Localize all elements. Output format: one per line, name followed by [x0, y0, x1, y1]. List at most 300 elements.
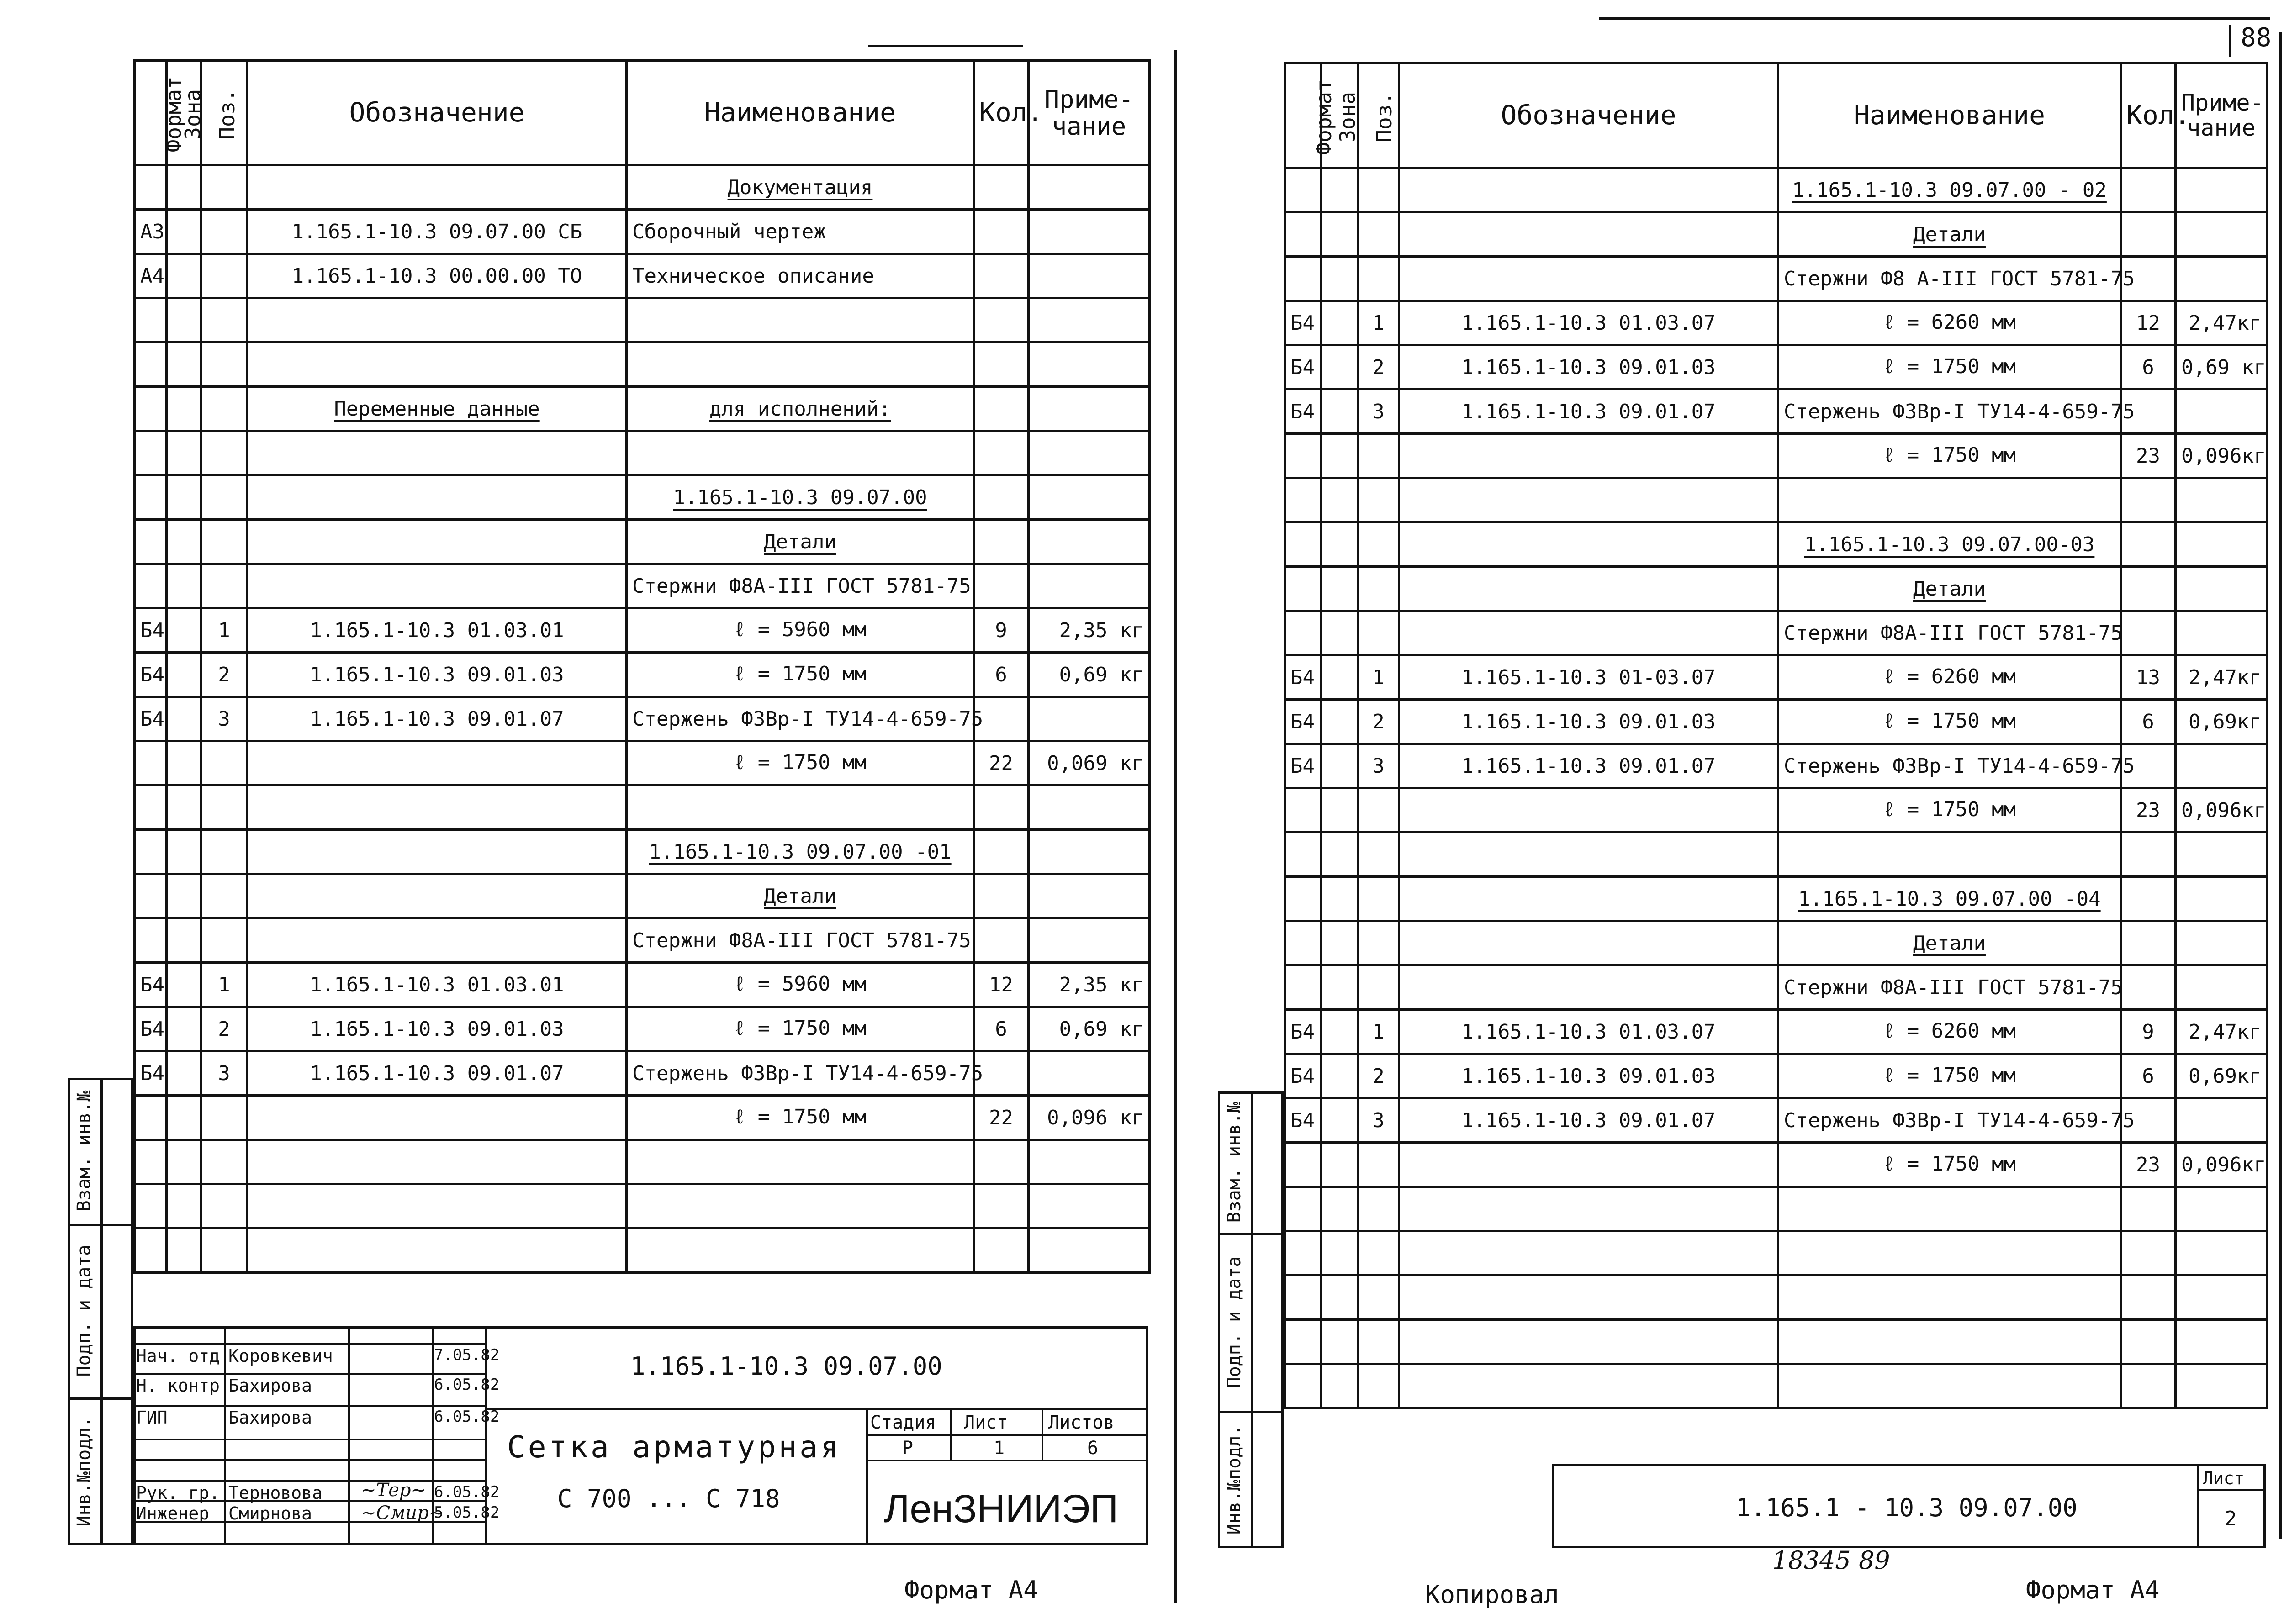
cell-name: Стержень Ф3Вр-I ТУ14-4-659-75	[627, 697, 974, 741]
cell-qty: 6	[974, 1007, 1029, 1051]
sheet-value: 1	[994, 1438, 1005, 1459]
cell-qty	[2121, 168, 2176, 212]
header-note: Приме- чание	[2176, 63, 2267, 168]
table-row	[1285, 965, 2267, 1010]
cell-format	[1285, 1364, 1322, 1408]
cell-note	[2176, 1276, 2267, 1320]
cell-qty: 22	[974, 1096, 1029, 1140]
cell-note	[2176, 522, 2267, 567]
cell-note	[1029, 830, 1150, 874]
cell-format: А3	[135, 210, 167, 254]
cell-name	[627, 1140, 974, 1184]
cell-format	[1285, 168, 1322, 212]
cell-zone	[167, 343, 201, 387]
cell-note: 0,096 кг	[1029, 1096, 1150, 1140]
cell-qty	[974, 1229, 1029, 1273]
cell-pos	[1358, 788, 1399, 833]
cell-designation	[248, 1184, 627, 1229]
table-row	[135, 741, 1150, 786]
cell-designation	[1399, 1276, 1778, 1320]
cell-qty	[974, 210, 1029, 254]
cell-format	[1285, 1320, 1322, 1364]
cell-designation: 1.165.1-10.3 01.03.01	[248, 963, 627, 1007]
cell-format: Б4	[135, 1051, 167, 1096]
table-row	[1285, 921, 2267, 965]
cell-designation: Переменные данные	[248, 387, 627, 431]
cell-zone	[1322, 655, 1358, 700]
cell-qty: 9	[2121, 1010, 2176, 1054]
cell-format	[135, 830, 167, 874]
table-row	[135, 1184, 1150, 1229]
sheets-value: 6	[1087, 1438, 1099, 1459]
cell-note	[1029, 697, 1150, 741]
cell-designation: 1.165.1-10.3 01.03.07	[1399, 1010, 1778, 1054]
table-header	[1285, 63, 2267, 168]
cell-zone	[1322, 168, 1358, 212]
cell-format: Б4	[135, 608, 167, 653]
cell-qty	[2121, 611, 2176, 655]
header-name: Наименование	[1778, 63, 2121, 168]
cell-name: Детали	[1778, 567, 2121, 611]
signature-smirnova: ~Смир~	[361, 1503, 444, 1524]
cell-note	[1029, 520, 1150, 564]
cell-pos	[1358, 1143, 1399, 1187]
cell-zone	[167, 210, 201, 254]
cell-qty	[974, 830, 1029, 874]
cell-note	[2176, 1364, 2267, 1408]
table-row	[135, 918, 1150, 963]
cell-pos	[1358, 1187, 1399, 1231]
cell-note	[1029, 564, 1150, 608]
cell-designation: 1.165.1-10.3 09.01.03	[1399, 345, 1778, 390]
cell-qty	[2121, 1276, 2176, 1320]
cell-qty	[974, 254, 1029, 298]
person-role: Инженер	[136, 1503, 210, 1524]
cell-note	[2176, 390, 2267, 434]
stamp-inv-replace: Взам. инв.№	[74, 1090, 95, 1212]
cell-designation	[1399, 1231, 1778, 1276]
cell-name	[627, 786, 974, 830]
cell-qty: 23	[2121, 434, 2176, 478]
cell-designation	[248, 165, 627, 210]
cell-designation: 1.165.1-10.3 09.01.07	[248, 697, 627, 741]
cell-zone	[1322, 212, 1358, 257]
cell-name: ℓ = 5960 мм	[627, 963, 974, 1007]
cell-designation	[1399, 478, 1778, 522]
person-date: 6.05.82	[434, 1408, 500, 1426]
cell-pos: 3	[201, 1051, 248, 1096]
cell-format	[135, 298, 167, 343]
cell-designation	[248, 564, 627, 608]
cell-pos	[1358, 567, 1399, 611]
cell-format: Б4	[1285, 700, 1322, 744]
cell-format	[1285, 1231, 1322, 1276]
cell-format	[1285, 965, 1322, 1010]
cell-note	[1029, 387, 1150, 431]
cell-designation	[1399, 522, 1778, 567]
cell-name: Техническое описание	[627, 254, 974, 298]
cell-zone	[167, 520, 201, 564]
header-zone: Зона	[1322, 63, 1358, 168]
cell-designation	[248, 830, 627, 874]
cell-designation: 1.165.1-10.3 09.01.07	[248, 1051, 627, 1096]
cell-format	[135, 1096, 167, 1140]
cell-name	[1778, 1276, 2121, 1320]
right-format-label: Формат А4	[2026, 1576, 2160, 1604]
table-header	[135, 61, 1150, 165]
cell-qty	[974, 343, 1029, 387]
header-name: Наименование	[627, 61, 974, 165]
stamp-inv-orig: Инв.№подл.	[1224, 1424, 1245, 1535]
cell-pos	[201, 475, 248, 520]
table-row	[1285, 390, 2267, 434]
cell-designation	[248, 1229, 627, 1273]
cell-designation: 1.165.1-10.3 01.03.01	[248, 608, 627, 653]
cell-designation	[1399, 1187, 1778, 1231]
cell-name: Детали	[627, 874, 974, 918]
org-name: ЛенЗНИИЭП	[884, 1487, 1119, 1531]
cell-note: 0,096кг	[2176, 1143, 2267, 1187]
cell-note: 0,69 кг	[1029, 1007, 1150, 1051]
cell-note	[2176, 257, 2267, 301]
header-format: Формат	[1285, 63, 1322, 168]
cell-qty	[2121, 567, 2176, 611]
cell-qty	[2121, 478, 2176, 522]
table-row	[1285, 168, 2267, 212]
cell-pos	[1358, 1276, 1399, 1320]
cell-note	[1029, 874, 1150, 918]
cell-format	[135, 874, 167, 918]
table-row	[135, 254, 1150, 298]
cell-name: ℓ = 1750 мм	[1778, 1054, 2121, 1098]
cell-name	[627, 1229, 974, 1273]
right-sheet-value: 2	[2225, 1507, 2237, 1530]
cell-note: 2,47кг	[2176, 1010, 2267, 1054]
table-row	[135, 874, 1150, 918]
cell-zone	[167, 1184, 201, 1229]
cell-pos: 1	[201, 963, 248, 1007]
table-row	[135, 1140, 1150, 1184]
cell-pos: 2	[201, 1007, 248, 1051]
cell-note: 0,69 кг	[1029, 653, 1150, 697]
person-role: ГИП	[136, 1408, 168, 1428]
cell-designation	[248, 431, 627, 475]
table-row	[1285, 257, 2267, 301]
table-row	[135, 165, 1150, 210]
cell-note	[1029, 1229, 1150, 1273]
cell-designation: 1.165.1-10.3 09.01.03	[1399, 1054, 1778, 1098]
stamp-sign-date: Подп. и дата	[1224, 1256, 1245, 1388]
cell-format	[1285, 434, 1322, 478]
cell-zone	[1322, 1098, 1358, 1143]
cell-qty: 6	[974, 653, 1029, 697]
cell-zone	[167, 475, 201, 520]
cell-pos: 1	[1358, 301, 1399, 345]
cell-designation: 1.165.1-10.3 09.01.03	[248, 653, 627, 697]
cell-name: ℓ = 6260 мм	[1778, 1010, 2121, 1054]
cell-designation: 1.165.1-10.3 00.00.00 ТО	[248, 254, 627, 298]
table-row	[1285, 1320, 2267, 1364]
cell-zone	[1322, 1320, 1358, 1364]
cell-zone	[167, 564, 201, 608]
cell-name: Детали	[1778, 921, 2121, 965]
cell-zone	[167, 1140, 201, 1184]
cell-format	[135, 520, 167, 564]
cell-qty	[974, 520, 1029, 564]
cell-designation: 1.165.1-10.3 01-03.07	[1399, 655, 1778, 700]
cell-pos	[201, 298, 248, 343]
cell-pos	[1358, 965, 1399, 1010]
cell-zone	[167, 741, 201, 786]
person-role: Н. контр.	[136, 1376, 230, 1396]
cell-name: ℓ = 1750 мм	[627, 1007, 974, 1051]
person-role: Нач. отд.	[136, 1346, 230, 1366]
cell-note	[2176, 212, 2267, 257]
cell-qty	[974, 1140, 1029, 1184]
cell-format	[135, 786, 167, 830]
cell-note	[2176, 611, 2267, 655]
table-row	[1285, 744, 2267, 788]
cell-pos: 3	[1358, 390, 1399, 434]
cell-designation: 1.165.1-10.3 09.01.03	[248, 1007, 627, 1051]
table-row	[135, 1007, 1150, 1051]
table-row	[135, 387, 1150, 431]
cell-designation	[1399, 1320, 1778, 1364]
cell-name	[1778, 833, 2121, 877]
table-row	[1285, 1054, 2267, 1098]
copy-number: 18345 89	[1772, 1546, 1890, 1575]
cell-format: Б4	[135, 963, 167, 1007]
cell-qty	[2121, 522, 2176, 567]
header-qty: Кол.	[974, 61, 1029, 165]
cell-note	[2176, 1098, 2267, 1143]
cell-format	[135, 475, 167, 520]
cell-pos	[1358, 434, 1399, 478]
cell-zone	[167, 165, 201, 210]
cell-name: Стержень Ф3Вр-I ТУ14-4-659-75	[1778, 1098, 2121, 1143]
cell-designation	[248, 1096, 627, 1140]
cell-qty	[974, 165, 1029, 210]
cell-note: 0,069 кг	[1029, 741, 1150, 786]
cell-format	[1285, 877, 1322, 921]
cell-name	[1778, 1231, 2121, 1276]
person-name: Бахирова	[228, 1376, 312, 1396]
header-designation: Обозначение	[1399, 63, 1778, 168]
person-date: 6.05.82	[434, 1376, 500, 1394]
cell-designation	[248, 343, 627, 387]
cell-qty	[974, 298, 1029, 343]
cell-format	[1285, 212, 1322, 257]
cell-qty: 22	[974, 741, 1029, 786]
cell-designation	[1399, 168, 1778, 212]
cell-name: Документация	[627, 165, 974, 210]
cell-name: ℓ = 1750 мм	[1778, 345, 2121, 390]
cell-zone	[1322, 345, 1358, 390]
cell-name	[1778, 1187, 2121, 1231]
left-spec-table	[133, 59, 1151, 1274]
cell-name	[1778, 1364, 2121, 1408]
cell-zone	[167, 1096, 201, 1140]
person-name: Коровкевич	[228, 1346, 333, 1366]
cell-qty: 12	[2121, 301, 2176, 345]
table-row	[135, 697, 1150, 741]
cell-note	[2176, 1187, 2267, 1231]
table-row	[1285, 788, 2267, 833]
cell-designation	[1399, 434, 1778, 478]
cell-zone	[167, 653, 201, 697]
cell-note: 0,096кг	[2176, 434, 2267, 478]
cell-pos	[1358, 833, 1399, 877]
cell-designation: 1.165.1-10.3 09.01.07	[1399, 1098, 1778, 1143]
cell-format: Б4	[135, 653, 167, 697]
cell-name	[627, 1184, 974, 1229]
header-note: Приме- чание	[1029, 61, 1150, 165]
cell-qty	[2121, 212, 2176, 257]
cell-pos	[1358, 522, 1399, 567]
cell-note: 2,47кг	[2176, 655, 2267, 700]
cell-designation: 1.165.1-10.3 09.07.00 СБ	[248, 210, 627, 254]
cell-pos	[201, 1229, 248, 1273]
cell-note	[1029, 786, 1150, 830]
right-doc-code: 1.165.1 - 10.3 09.07.00	[1736, 1493, 2078, 1522]
cell-format	[1285, 522, 1322, 567]
cell-name: Стержень Ф3Вр-I ТУ14-4-659-75	[1778, 744, 2121, 788]
cell-name	[627, 431, 974, 475]
cell-zone	[1322, 833, 1358, 877]
table-row	[135, 786, 1150, 830]
table-row	[1285, 1098, 2267, 1143]
table-row	[135, 210, 1150, 254]
table-row	[1285, 700, 2267, 744]
cell-pos	[201, 520, 248, 564]
signature-ternovova: ~Тер~	[361, 1480, 426, 1501]
cell-designation	[248, 874, 627, 918]
table-row	[1285, 567, 2267, 611]
cell-pos	[1358, 168, 1399, 212]
cell-zone	[167, 874, 201, 918]
cell-format	[135, 1140, 167, 1184]
cell-name: ℓ = 1750 мм	[627, 741, 974, 786]
cell-designation: 1.165.1-10.3 09.01.03	[1399, 700, 1778, 744]
cell-format	[135, 165, 167, 210]
cell-note	[1029, 1184, 1150, 1229]
cell-zone	[1322, 788, 1358, 833]
cell-pos	[201, 254, 248, 298]
table-row	[1285, 1187, 2267, 1231]
cell-pos	[1358, 212, 1399, 257]
cell-note	[2176, 833, 2267, 877]
cell-designation	[1399, 611, 1778, 655]
table-row	[1285, 1143, 2267, 1187]
cell-name: Стержни Ф8А-III ГОСТ 5781-75	[627, 918, 974, 963]
cell-pos	[201, 741, 248, 786]
cell-zone	[1322, 1276, 1358, 1320]
right-spec-table	[1284, 62, 2268, 1409]
cell-designation	[1399, 567, 1778, 611]
stamp-sign-date: Подп. и дата	[74, 1244, 95, 1377]
cell-pos	[201, 210, 248, 254]
cell-zone	[1322, 921, 1358, 965]
cell-designation	[248, 1140, 627, 1184]
left-doc-title: Сетка арматурная	[507, 1429, 841, 1465]
cell-designation	[1399, 833, 1778, 877]
cell-zone	[167, 963, 201, 1007]
cell-zone	[167, 697, 201, 741]
cell-name: для исполнений:	[627, 387, 974, 431]
cell-designation: 1.165.1-10.3 09.01.07	[1399, 744, 1778, 788]
cell-name: Сборочный чертеж	[627, 210, 974, 254]
cell-format	[135, 1229, 167, 1273]
cell-note: 2,35 кг	[1029, 608, 1150, 653]
cell-pos	[201, 786, 248, 830]
cell-zone	[1322, 1231, 1358, 1276]
cell-note	[1029, 431, 1150, 475]
cell-pos	[201, 830, 248, 874]
cell-name	[627, 343, 974, 387]
cell-zone	[167, 387, 201, 431]
cell-zone	[1322, 700, 1358, 744]
cell-qty: 23	[2121, 1143, 2176, 1187]
cell-format: Б4	[1285, 301, 1322, 345]
cell-qty	[2121, 877, 2176, 921]
cell-pos: 1	[1358, 1010, 1399, 1054]
cell-name: 1.165.1-10.3 09.07.00 -04	[1778, 877, 2121, 921]
cell-note	[2176, 478, 2267, 522]
cell-designation	[1399, 257, 1778, 301]
cell-zone	[1322, 744, 1358, 788]
cell-note: 0,69кг	[2176, 1054, 2267, 1098]
cell-pos	[1358, 611, 1399, 655]
table-row	[135, 431, 1150, 475]
cell-qty: 6	[2121, 345, 2176, 390]
table-row	[1285, 212, 2267, 257]
cell-designation	[1399, 965, 1778, 1010]
person-date: 7.05.82	[434, 1346, 500, 1364]
cell-designation: 1.165.1-10.3 09.01.07	[1399, 390, 1778, 434]
person-name: Смирнова	[228, 1503, 312, 1524]
table-row	[135, 608, 1150, 653]
sheet-label: Лист	[964, 1412, 1008, 1433]
cell-qty	[2121, 965, 2176, 1010]
cell-note	[1029, 1140, 1150, 1184]
table-row	[1285, 833, 2267, 877]
cell-pos: 2	[1358, 1054, 1399, 1098]
table-row	[135, 564, 1150, 608]
cell-qty	[2121, 1187, 2176, 1231]
cell-pos: 2	[201, 653, 248, 697]
cell-format	[1285, 1276, 1322, 1320]
table-row	[135, 830, 1150, 874]
cell-name	[1778, 478, 2121, 522]
cell-pos	[1358, 257, 1399, 301]
right-spec-body	[1285, 168, 2267, 1408]
table-row	[1285, 434, 2267, 478]
cell-zone	[1322, 478, 1358, 522]
cell-qty	[974, 431, 1029, 475]
cell-format	[1285, 921, 1322, 965]
cell-format: Б4	[1285, 1098, 1322, 1143]
cell-qty	[2121, 1320, 2176, 1364]
table-row	[135, 1051, 1150, 1096]
cell-pos	[201, 1096, 248, 1140]
cell-zone	[1322, 301, 1358, 345]
cell-designation	[1399, 1364, 1778, 1408]
cell-note	[1029, 343, 1150, 387]
cell-name: ℓ = 6260 мм	[1778, 655, 2121, 700]
cell-name: 1.165.1-10.3 09.07.00 - 02	[1778, 168, 2121, 212]
cell-qty: 6	[2121, 1054, 2176, 1098]
cell-qty	[2121, 1231, 2176, 1276]
